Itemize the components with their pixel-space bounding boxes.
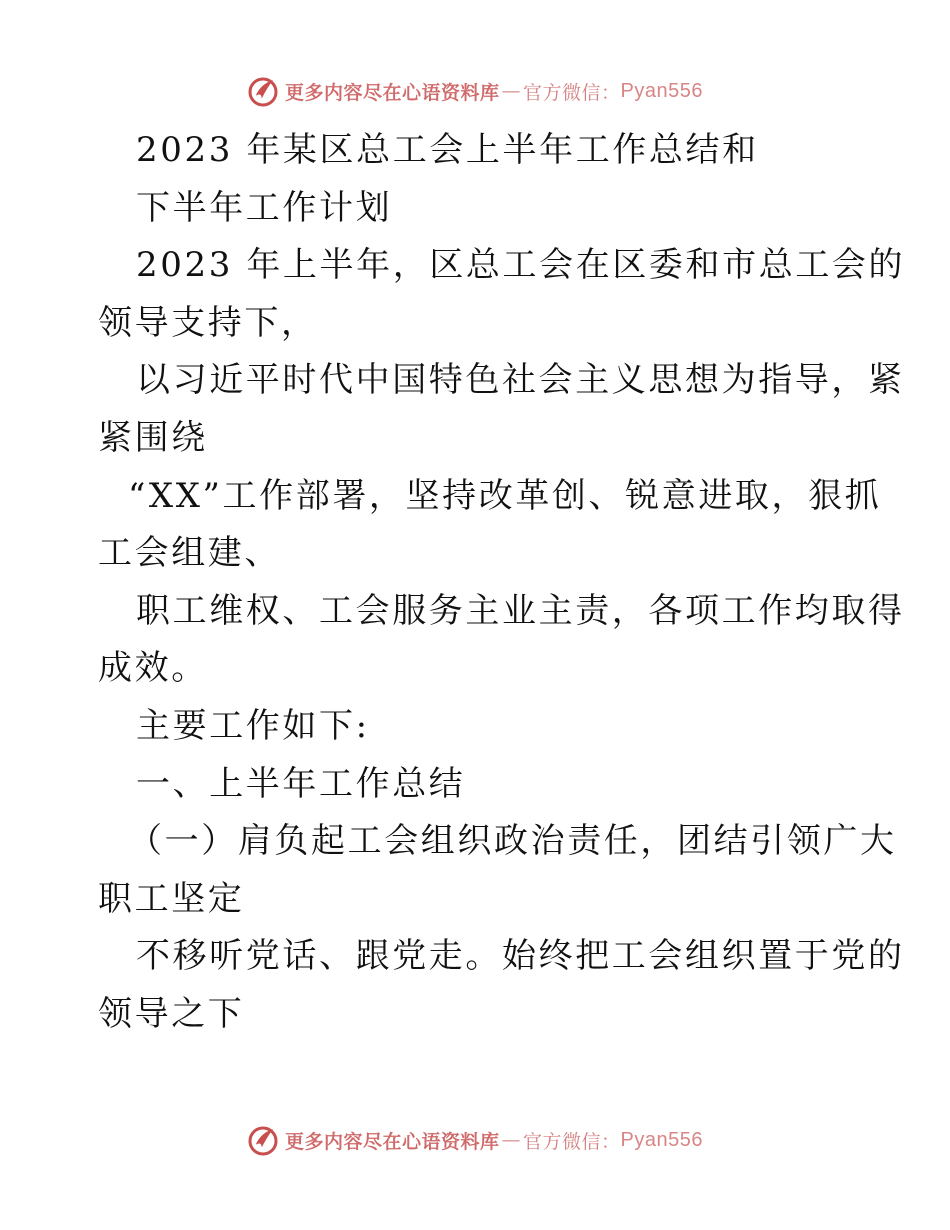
watermark-wechat-id: Pyan556	[620, 1128, 703, 1151]
doc-paragraph-line: 职工维权、工会服务主业主责，各项工作均取得	[136, 590, 905, 631]
watermark-wechat-label: 官方微信：	[523, 1130, 621, 1153]
watermark-banner-bottom	[0, 1120, 950, 1160]
doc-paragraph-line: 2023 年上半年，区总工会在区委和市总工会的	[136, 245, 906, 286]
doc-paragraph-line: 职工坚定	[98, 878, 245, 919]
doc-title-line-1: 2023 年某区总工会上半年工作总结和	[136, 130, 759, 170]
doc-paragraph-line: 工会组建、	[98, 533, 281, 574]
document-body	[98, 122, 906, 1044]
doc-paragraph-line: 以习近平时代中国特色社会主义思想为指导，紧	[136, 360, 905, 401]
brand-logo-icon	[247, 74, 281, 108]
watermark-wechat-label: 官方微信：	[523, 81, 621, 104]
brand-logo-icon	[247, 1123, 281, 1157]
doc-paragraph-line: 不移听党话、跟党走。始终把工会组织置于党的	[136, 936, 905, 977]
doc-paragraph-line: 成效。	[98, 648, 208, 689]
doc-paragraph-line: 主要工作如下:	[136, 705, 370, 746]
doc-paragraph-line: “XX”工作部署，坚持改革创、锐意进取，狠抓	[128, 475, 882, 516]
doc-paragraph-line: 领导之下	[98, 993, 245, 1034]
doc-section-heading: 一、上半年工作总结	[136, 763, 466, 804]
doc-paragraph-line: 紧围绕	[98, 417, 208, 458]
doc-paragraph-line: 领导支持下，	[98, 302, 318, 343]
watermark-separator: —	[501, 1129, 522, 1151]
watermark-separator: —	[501, 80, 522, 102]
watermark-brand-text: 更多内容尽在心语资料库	[285, 1130, 500, 1153]
doc-subsection-heading: （一）肩负起工会组织政治责任，团结引领广大	[128, 821, 897, 862]
watermark-wechat-id: Pyan556	[620, 79, 703, 102]
watermark-brand-text: 更多内容尽在心语资料库	[285, 81, 500, 104]
doc-title-line-2: 下半年工作计划	[136, 187, 393, 228]
watermark-banner-top	[0, 71, 950, 111]
